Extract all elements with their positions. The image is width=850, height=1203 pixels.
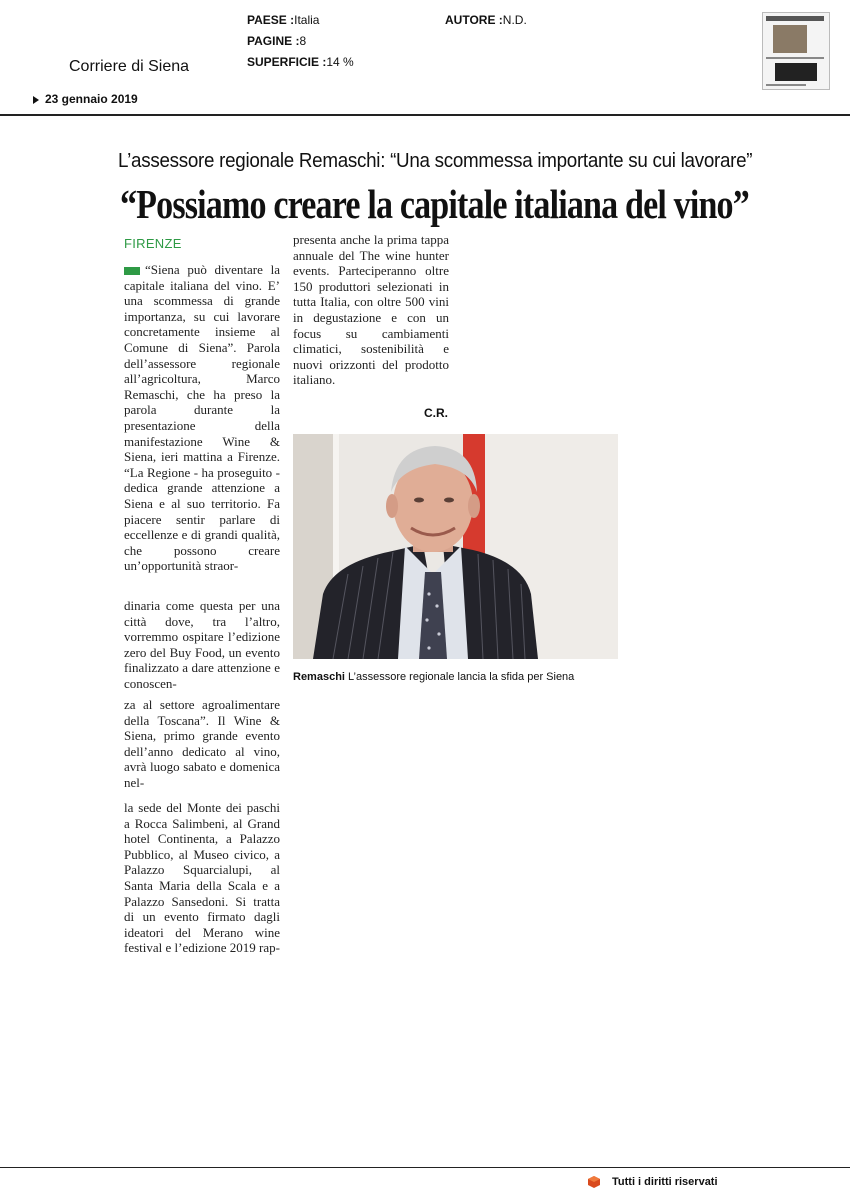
agency-logo-icon	[588, 1176, 600, 1188]
body-text: dinaria come questa per una città dove, tra l’altro, vorremmo ospitare l’edizione zero del Buy Food, un evento finalizzato a dare attenzione e conoscen-	[124, 598, 280, 691]
rights-text: Tutti i diritti riservati	[612, 1176, 718, 1188]
pagine-value: 8	[299, 34, 307, 48]
autore-value: N.D.	[502, 13, 527, 27]
superficie-value: 14 %	[326, 55, 354, 69]
footer-divider	[0, 1167, 850, 1168]
body-text: za al settore agroalimentare della Toscana”. Il Wine & Siena, primo grande evento dell’anno dedicato al vino, avrà luogo sabato e domenica nel-	[124, 697, 280, 790]
thumbnail-dark-block	[775, 63, 817, 81]
superficie-field	[247, 55, 354, 69]
photo-caption	[293, 671, 574, 683]
thumbnail-headline	[766, 16, 824, 21]
newspaper-name: Corriere di Siena	[69, 58, 190, 75]
body-text: “Siena può diventare la capitale italiana del vino. E’ una scommessa di grande importanza, su cui lavorare concretamente insieme al Comune di Siena”. Parola dell’assessore regionale all’agricoltura, Marco Remaschi, che ha preso la parola durante la presentazione della manifestazione Wine & Siena, ieri mattina a Firenze. “La Regione - ha proseguito - dedica grande attenzione a Siena e al suo territorio. Fa piacere sentir parlare di eccellenze e di grandi qualità, che possono creare un’opportunità straor-	[124, 262, 280, 574]
body-column-1-part-1	[124, 262, 280, 574]
date-text: 23 gennaio 2019	[45, 92, 138, 106]
superficie-label: SUPERFICIE :	[247, 55, 327, 69]
body-text: presenta anche la prima tappa annuale del The wine hunter events. Parteciperanno oltre 150 produttori selezionati in tutta Italia, con oltre 500 vini in degustazione e con un focus su cambiamenti climatici, sostenibilità e nuovi orizzonti del prodotto italiano.	[293, 232, 449, 388]
header-divider	[0, 114, 850, 116]
article-dateline: FIRENZE	[124, 236, 182, 251]
body-column-1-part-4	[124, 800, 280, 956]
green-marker-icon	[124, 267, 140, 275]
paese-label: PAESE :	[247, 13, 295, 27]
body-text: la sede del Monte dei paschi a Rocca Salimbeni, al Grand hotel Continenta, a Palazzo Pubblico, al Museo civico, a Palazzo Squarcialupi, al Santa Maria della Scala e a Palazzo Sansedoni. Si tratta di un evento firmato dagli ideatori del Merano wine festival e l’edizione 2019 rap-	[124, 800, 280, 956]
body-column-1-part-3	[124, 697, 280, 791]
footer-rights	[588, 1176, 718, 1188]
author-signature: C.R.	[424, 406, 448, 420]
thumbnail-photo	[773, 25, 807, 53]
page-thumbnail[interactable]	[762, 12, 830, 90]
paese-value: Italia	[294, 13, 320, 27]
article-photo	[293, 434, 618, 659]
article-headline: “Possiamo creare la capitale italiana del vino”	[120, 181, 749, 227]
autore-field	[445, 13, 527, 27]
pagine-label: PAGINE :	[247, 34, 300, 48]
autore-label: AUTORE :	[445, 13, 503, 27]
paese-field	[247, 13, 319, 27]
caption-name: Remaschi	[293, 671, 345, 683]
thumbnail-text-line	[766, 57, 824, 59]
publication-date	[33, 92, 138, 106]
pagine-field	[247, 34, 306, 48]
arrow-icon	[33, 96, 39, 104]
thumbnail-text-line	[766, 84, 806, 86]
article-kicker: L’assessore regionale Remaschi: “Una scommessa importante su cui lavorare”	[118, 150, 753, 172]
body-column-2	[293, 232, 449, 388]
portrait-illustration	[293, 434, 618, 659]
body-column-1-part-2	[124, 598, 280, 692]
caption-text: L’assessore regionale lancia la sfida per Siena	[344, 671, 575, 683]
